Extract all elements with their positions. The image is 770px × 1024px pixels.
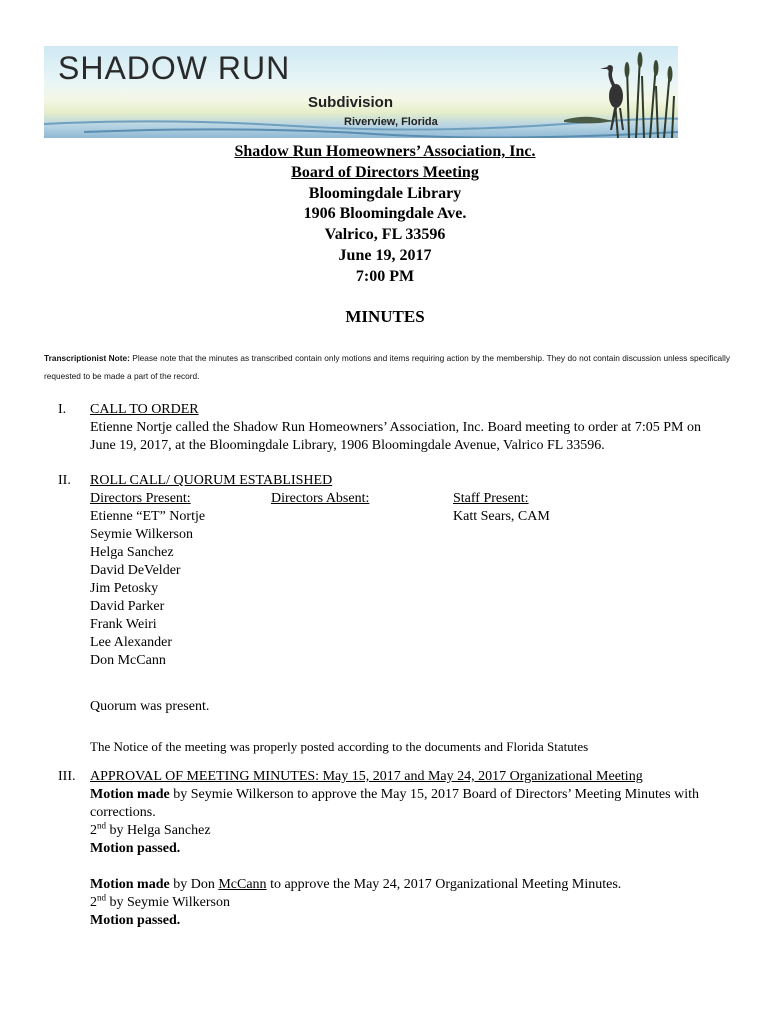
motion-2: [90, 876, 730, 894]
director-name: Etienne “ET” Nortje: [90, 509, 206, 524]
motion-label: Motion made: [90, 877, 170, 892]
motion-1: [90, 786, 730, 822]
motion-1-result: Motion passed.: [90, 841, 181, 856]
motion-1-second: [90, 822, 730, 840]
director-name: Helga Sanchez: [90, 545, 174, 560]
notice-statement: The Notice of the meeting was properly posted according to the documents and Florida Statutes: [90, 739, 589, 754]
venue-city: Valrico, FL 33596: [324, 226, 446, 244]
page-title: MINUTES: [345, 307, 425, 326]
motion-2-second: [90, 894, 730, 912]
note-label: Transcriptionist Note:: [44, 353, 130, 363]
directors-absent-label: Directors Absent:: [271, 491, 370, 506]
note-text: Please note that the minutes as transcribed contain only motions and items requiring action by the membership. They do not contain discussion unless specifically requested to be made a part of the record.: [44, 353, 730, 381]
meeting-header: [0, 142, 770, 288]
motion-by: by Don: [169, 877, 219, 892]
motion-label: Motion made: [90, 787, 170, 802]
second-text: by Helga Sanchez: [106, 823, 211, 838]
motion-text: to approve the May 24, 2017 Organizational Meeting Minutes.: [266, 877, 622, 892]
director-name: Seymie Wilkerson: [90, 527, 193, 542]
motion-mover-name: McCann: [218, 877, 267, 892]
second-number: 2: [90, 823, 97, 838]
director-name: Frank Weiri: [90, 617, 157, 632]
second-suffix: nd: [97, 820, 106, 831]
director-name: David DeVelder: [90, 563, 181, 578]
staff-present-label: Staff Present:: [453, 491, 529, 506]
transcriptionist-note: [44, 349, 730, 385]
section-text: Etienne Nortje called the Shadow Run Homeowners’ Association, Inc. Board meeting to order at 7:05 PM on June 19, 2017, at the Bloomingdale Library, 1906 Bloomingdale Avenue, Valrico FL 33596.: [90, 420, 701, 453]
section-heading: APPROVAL OF MEETING MINUTES: May 15, 2017 and May 24, 2017 Organizational Meeting: [90, 769, 643, 784]
venue-street: 1906 Bloomingdale Ave.: [303, 205, 467, 223]
second-text: by Seymie Wilkerson: [106, 895, 230, 910]
director-name: Lee Alexander: [90, 635, 173, 650]
org-name: Shadow Run Homeowners’ Association, Inc.: [234, 143, 536, 160]
venue-name: Bloomingdale Library: [308, 184, 462, 202]
directors-present-label: Directors Present:: [90, 491, 191, 506]
meeting-time: 7:00 PM: [355, 267, 415, 285]
section-number: I.: [58, 402, 67, 417]
section-heading: ROLL CALL/ QUORUM ESTABLISHED: [90, 473, 333, 488]
director-name: Don McCann: [90, 653, 166, 668]
director-name: David Parker: [90, 599, 165, 614]
logo-location: Riverview, Florida: [344, 116, 438, 128]
logo-name: SHADOW RUN: [58, 50, 291, 86]
meeting-type: Board of Directors Meeting: [291, 163, 479, 181]
quorum-statement: Quorum was present.: [90, 699, 210, 714]
section-heading: CALL TO ORDER: [90, 402, 199, 417]
second-number: 2: [90, 895, 97, 910]
shadow-run-logo-banner: [44, 46, 678, 138]
second-suffix: nd: [97, 892, 106, 903]
director-name: Jim Petosky: [90, 581, 159, 596]
section-number: III.: [58, 769, 76, 784]
logo-subtitle: Subdivision: [308, 94, 394, 111]
meeting-date: June 19, 2017: [338, 246, 432, 264]
motion-text: by Seymie Wilkerson to approve the May 15, 2017 Board of Directors’ Meeting Minutes with corrections.: [90, 787, 699, 820]
staff-name: Katt Sears, CAM: [453, 509, 550, 524]
section-number: II.: [58, 473, 71, 488]
motion-2-result: Motion passed.: [90, 913, 181, 928]
